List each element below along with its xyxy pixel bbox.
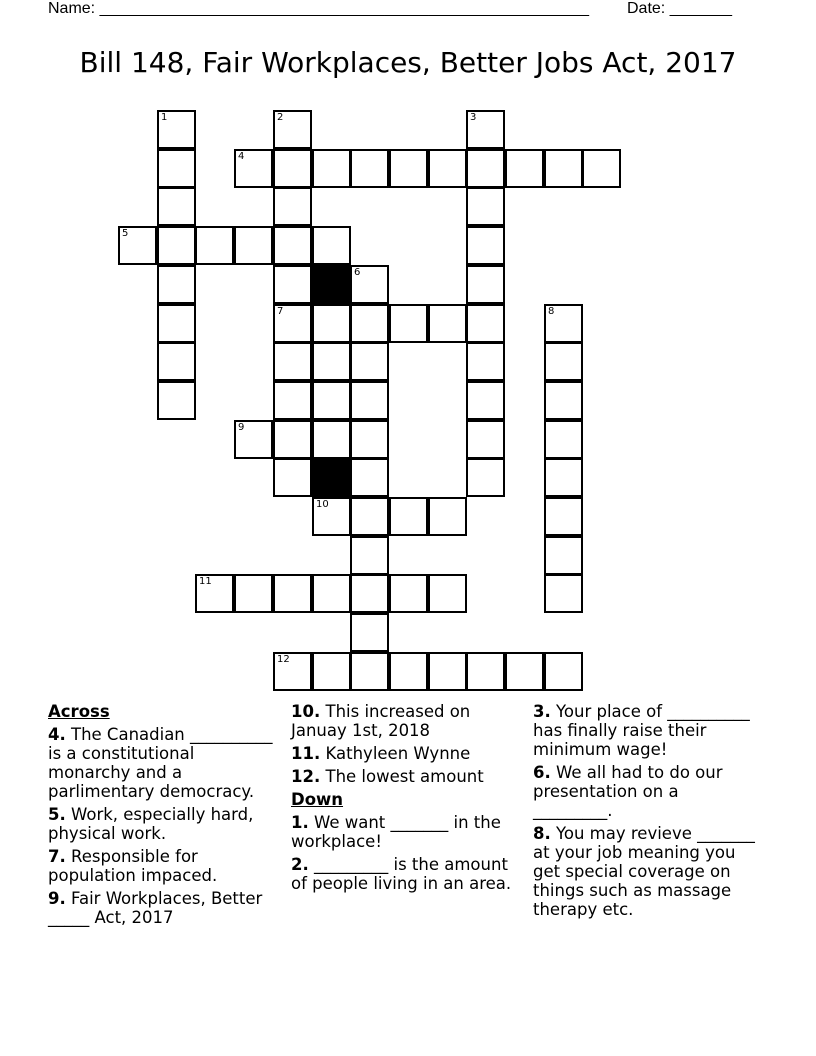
clue-down-6 [533,763,763,820]
grid-cell[interactable] [466,652,505,691]
grid-cell[interactable] [544,574,583,613]
cell-number: 5 [122,228,129,239]
grid-cell[interactable] [312,304,351,343]
grid-cell[interactable] [350,304,389,343]
grid-cell[interactable] [428,149,467,188]
grid-cell[interactable] [273,110,312,149]
black-cell [312,458,351,497]
clue-number: 8. [533,824,551,843]
grid-cell[interactable] [312,652,351,691]
grid-cell[interactable] [234,149,273,188]
clue-number: 3. [533,702,551,721]
clue-number: 2. [291,855,309,874]
grid-cell[interactable] [234,420,273,459]
grid-cell[interactable] [312,420,351,459]
grid-cell[interactable] [273,265,312,304]
clue-text: This increased on Januay 1st, 2018 [291,702,471,740]
grid-cell[interactable] [350,420,389,459]
grid-cell[interactable] [466,226,505,265]
grid-cell[interactable] [273,304,312,343]
down-heading: Down [291,790,344,809]
cell-number: 6 [354,267,361,278]
grid-cell[interactable] [195,574,234,613]
cell-number: 12 [277,654,290,665]
grid-cell[interactable] [157,110,196,149]
grid-cell[interactable] [428,574,467,613]
grid-cell[interactable] [234,574,273,613]
grid-cell[interactable] [118,226,157,265]
clue-text: We want _______ in the workplace! [291,813,501,851]
grid-cell[interactable] [428,304,467,343]
clue-down-8 [533,824,763,919]
grid-cell[interactable] [273,226,312,265]
clue-number: 7. [48,847,66,866]
grid-cell[interactable] [544,381,583,420]
grid-cell[interactable] [234,226,273,265]
clue-down-3 [533,702,763,759]
grid-cell[interactable] [157,226,196,265]
cell-number: 11 [199,576,212,587]
cell-number: 9 [238,422,245,433]
header [48,0,768,20]
grid-cell[interactable] [389,304,428,343]
grid-cell[interactable] [389,497,428,536]
name-field[interactable]: Name: _______________________________________________________ [48,0,589,17]
grid-cell[interactable] [157,265,196,304]
grid-cell[interactable] [466,110,505,149]
grid-cell[interactable] [350,652,389,691]
grid-cell[interactable] [466,149,505,188]
grid-cell[interactable] [466,381,505,420]
grid-cell[interactable] [157,381,196,420]
clue-number: 4. [48,725,66,744]
grid-cell[interactable] [273,149,312,188]
clue-text: Responsible for population impaced. [48,847,218,885]
clue-across-9 [48,889,273,927]
grid-cell[interactable] [350,574,389,613]
clues-column-1 [48,702,273,931]
clue-across-10 [291,702,526,740]
clue-text: We all had to do our presentation on a _________. [533,763,723,820]
grid-cell[interactable] [389,149,428,188]
grid-cell[interactable] [466,458,505,497]
grid-cell[interactable] [428,652,467,691]
grid-cell[interactable] [157,342,196,381]
clue-number: 9. [48,889,66,908]
grid-cell[interactable] [350,497,389,536]
grid-cell[interactable] [273,458,312,497]
grid-cell[interactable] [157,149,196,188]
grid-cell[interactable] [544,497,583,536]
clue-across-4 [48,725,273,801]
grid-cell[interactable] [273,652,312,691]
grid-cell[interactable] [466,265,505,304]
grid-cell[interactable] [505,652,544,691]
date-field[interactable]: Date: _______ [627,0,732,17]
grid-cell[interactable] [273,381,312,420]
grid-cell[interactable] [544,342,583,381]
clue-number: 10. [291,702,321,721]
clue-number: 5. [48,805,66,824]
cell-number: 10 [316,499,329,510]
grid-cell[interactable] [389,652,428,691]
grid-cell[interactable] [544,458,583,497]
clue-number: 11. [291,744,321,763]
clue-text: You may revieve _______ at your job meaning you get special coverage on things such as massage therapy etc. [533,824,755,919]
grid-cell[interactable] [544,149,583,188]
clue-text: Fair Workplaces, Better _____ Act, 2017 [48,889,263,927]
grid-cell[interactable] [350,613,389,652]
grid-cell[interactable] [350,458,389,497]
clue-text: _________ is the amount of people living in an area. [291,855,512,893]
grid-cell[interactable] [544,420,583,459]
clue-text: Work, especially hard, physical work. [48,805,254,843]
clue-across-11 [291,744,526,763]
grid-cell[interactable] [273,342,312,381]
grid-cell[interactable] [273,574,312,613]
grid-cell[interactable] [312,381,351,420]
clues-column-2 [291,702,526,897]
grid-cell[interactable] [466,342,505,381]
grid-cell[interactable] [157,187,196,226]
grid-cell[interactable] [350,149,389,188]
cell-number: 8 [548,306,555,317]
grid-cell[interactable] [466,420,505,459]
puzzle-title: Bill 148, Fair Workplaces, Better Jobs Act, 2017 [79,46,737,79]
grid-cell[interactable] [428,497,467,536]
grid-cell[interactable] [157,304,196,343]
grid-cell[interactable] [273,187,312,226]
cell-number: 4 [238,151,245,162]
grid-cell[interactable] [273,420,312,459]
grid-cell[interactable] [195,226,234,265]
cell-number: 7 [277,306,284,317]
grid-cell[interactable] [544,304,583,343]
grid-cell[interactable] [582,149,621,188]
across-heading: Across [48,702,110,721]
grid-cell[interactable] [466,304,505,343]
clue-across-7 [48,847,273,885]
clue-across-12 [291,767,526,786]
grid-cell[interactable] [544,652,583,691]
clue-down-2 [291,855,526,893]
clues-column-3 [533,702,763,923]
grid-cell[interactable] [466,187,505,226]
grid-cell[interactable] [312,342,351,381]
clue-number: 12. [291,767,321,786]
grid-cell[interactable] [312,226,351,265]
cell-number: 1 [161,112,168,123]
grid-cell[interactable] [350,265,389,304]
cell-number: 2 [277,112,284,123]
grid-cell[interactable] [505,149,544,188]
black-cell [312,265,351,304]
clue-down-1 [291,813,526,851]
grid-cell[interactable] [312,497,351,536]
clue-text: Kathyleen Wynne [325,744,471,763]
clue-number: 1. [291,813,309,832]
grid-cell[interactable] [312,574,351,613]
grid-cell[interactable] [389,574,428,613]
clue-text: The lowest amount [325,767,484,786]
grid-cell[interactable] [350,536,389,575]
clue-text: Your place of __________ has finally raise their minimum wage! [533,702,750,759]
cell-number: 3 [470,112,477,123]
grid-cell[interactable] [350,381,389,420]
grid-cell[interactable] [544,536,583,575]
clue-number: 6. [533,763,551,782]
clue-text: The Canadian __________ is a constitutional monarchy and a parlimentary democracy. [48,725,273,801]
grid-cell[interactable] [350,342,389,381]
grid-cell[interactable] [312,149,351,188]
clue-across-5 [48,805,273,843]
